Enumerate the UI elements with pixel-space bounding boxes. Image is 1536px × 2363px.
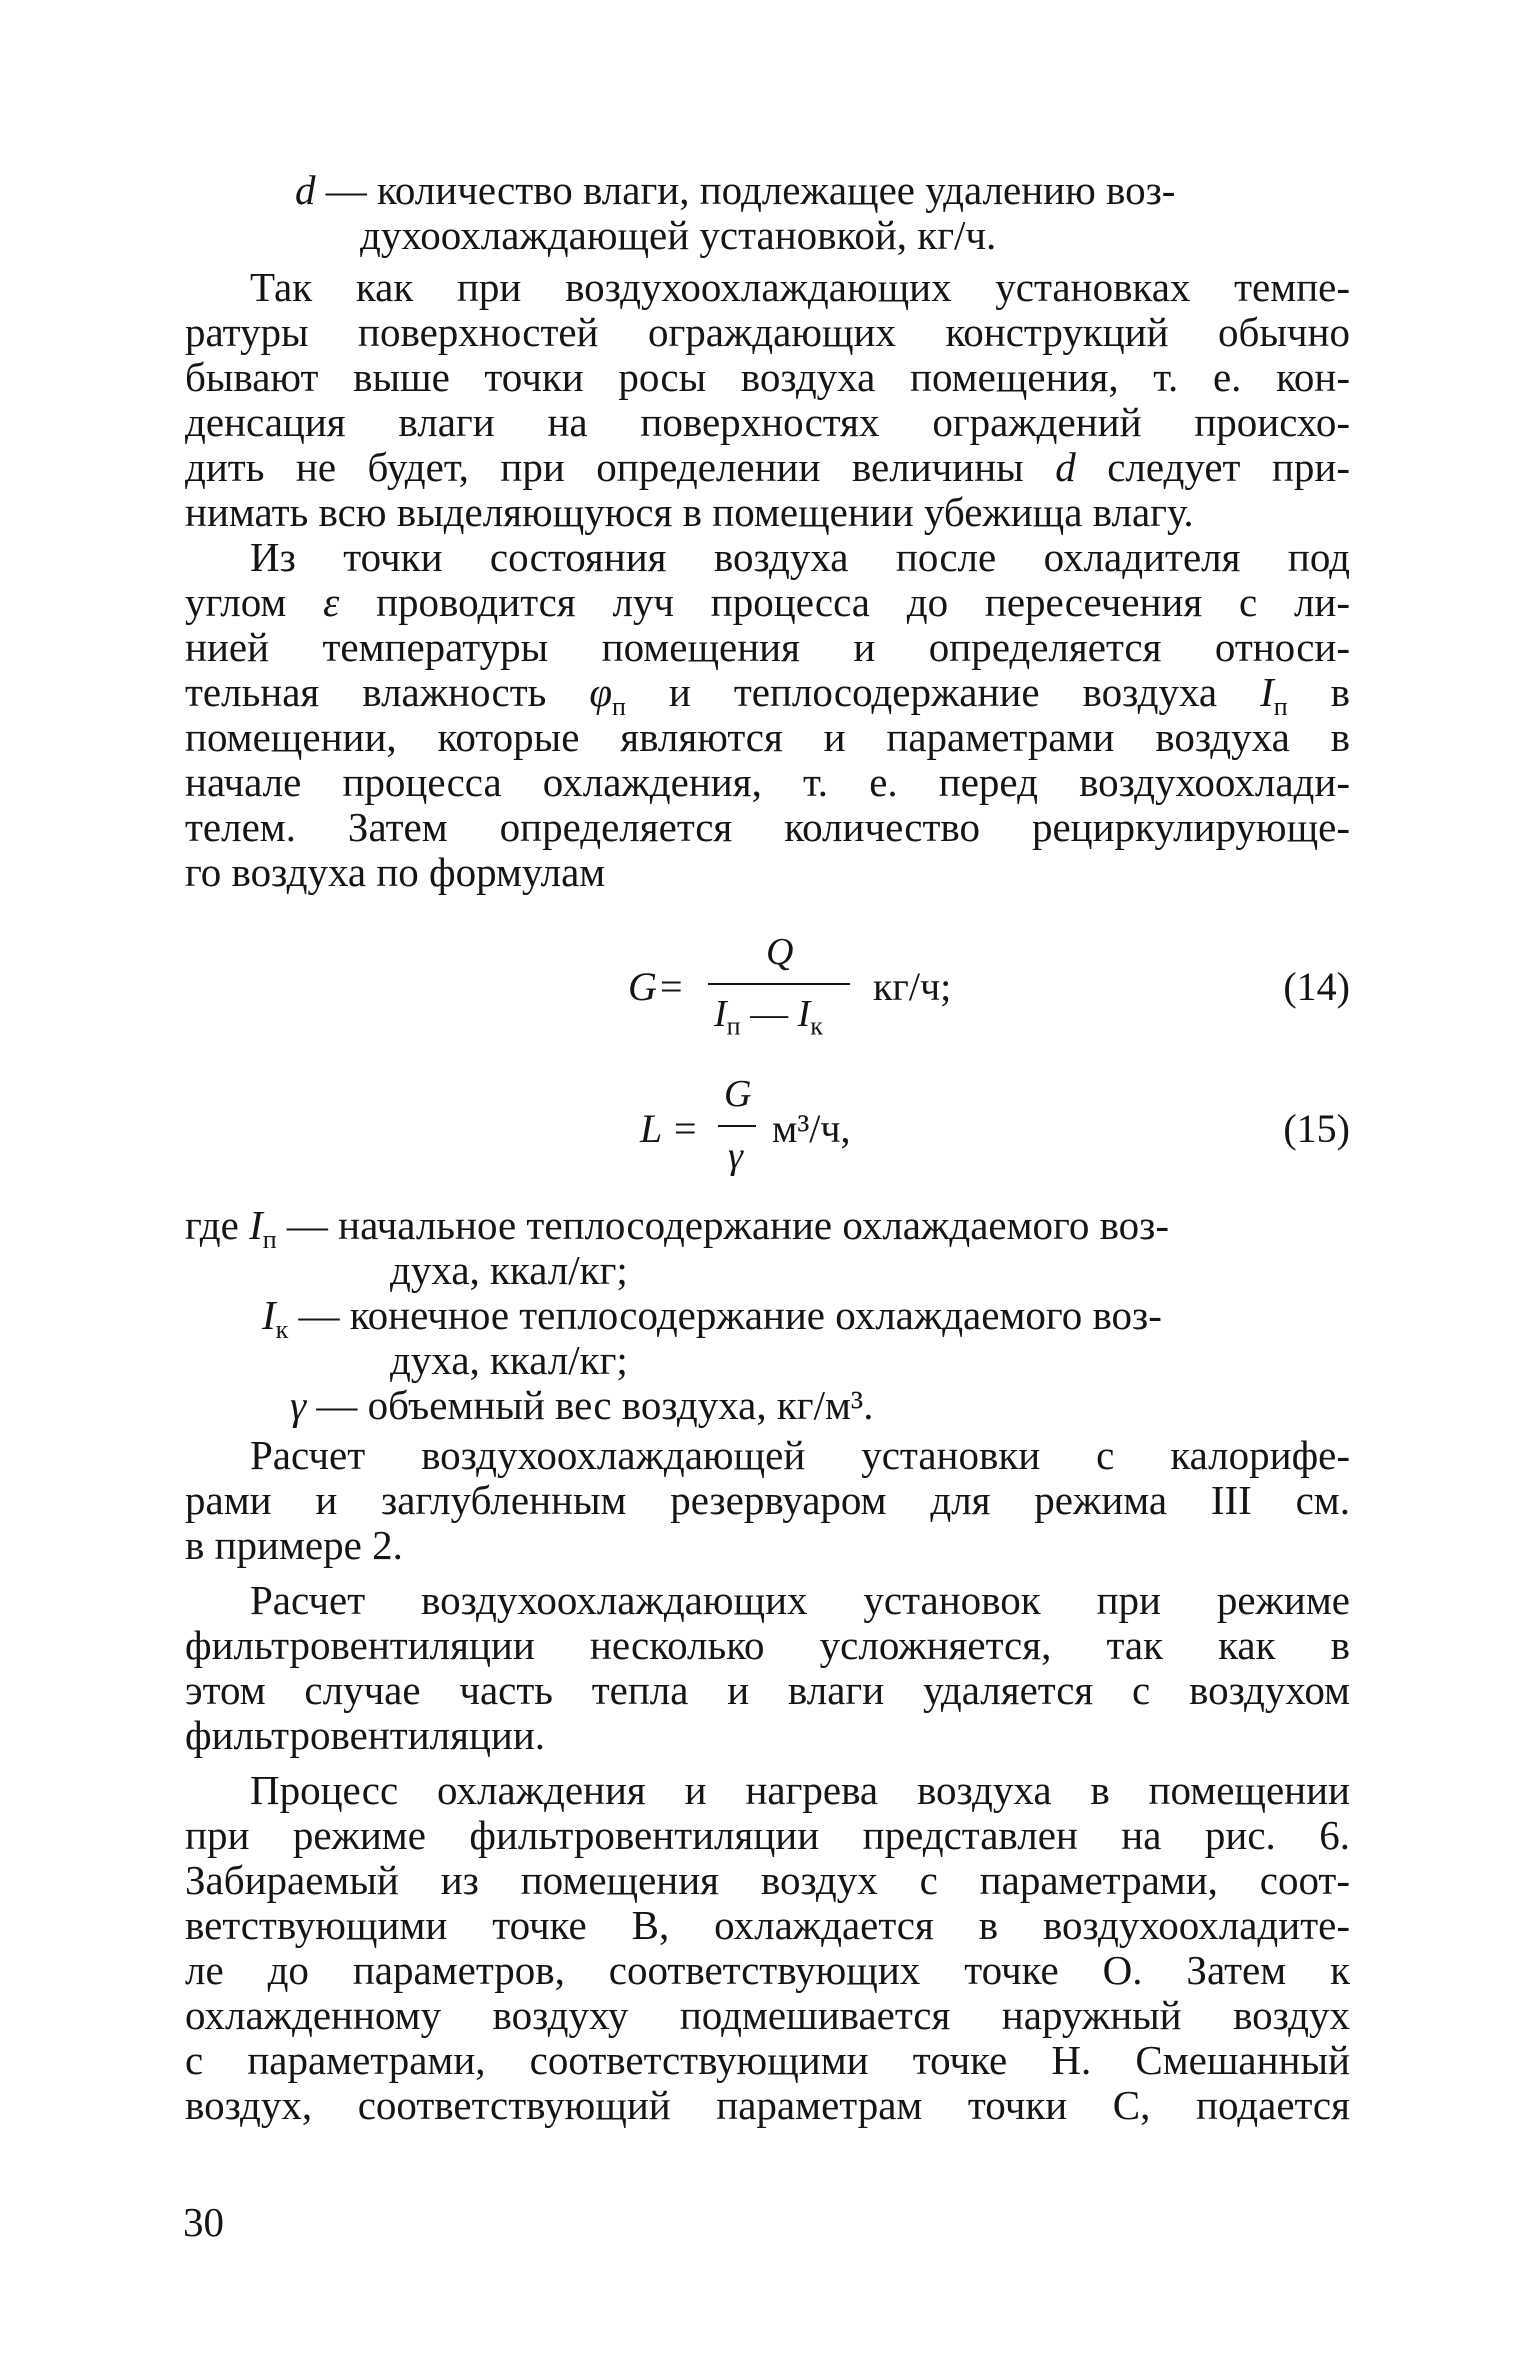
paragraph2-line2: углом ε проводится луч процесса до пересечения с ли- xyxy=(185,579,1351,625)
paragraph3-line1: Расчет воздухоохлаждающей установки с калорифе- xyxy=(250,1432,1350,1478)
paragraph5-line6: охлажденному воздуху подмешивается наружный воздух xyxy=(185,1992,1350,2038)
paragraph1-line2: ратуры поверхностей ограждающих конструкций обычно xyxy=(185,309,1350,355)
paragraph5-line2: при режиме фильтровентиляции представлен на рис. 6. xyxy=(185,1812,1350,1858)
paragraph1-line4: денсация влаги на поверхностях ограждений происхо- xyxy=(185,399,1350,445)
formula15-lhs: L xyxy=(640,1106,663,1151)
paragraph1-line1: Так как при воздухоохлаждающих установках темпе- xyxy=(250,264,1350,310)
where-item1-line2: духа, ккал/кг; xyxy=(390,1247,628,1293)
paragraph2-line7: телем. Затем определяется количество рециркулирующе- xyxy=(185,804,1350,850)
formula14-denominator: $I_п$ — $I_к$ xyxy=(714,993,823,1041)
paragraph2-line3: нией температуры помещения и определяется относи- xyxy=(185,624,1350,670)
paragraph2-line6: начале процесса охлаждения, т. е. перед воздухоохлади- xyxy=(185,759,1350,805)
paragraph5-line8: воздух, соответствующий параметрам точки С, подается xyxy=(185,2082,1350,2128)
formula15-fraction-bar xyxy=(718,1125,756,1127)
paragraph4-line4: фильтровентиляции. xyxy=(185,1712,546,1758)
paragraph2-line1: Из точки состояния воздуха после охладителя под xyxy=(250,534,1350,580)
paragraph3-line2: рами и заглубленным резервуаром для режима III см. xyxy=(185,1477,1350,1523)
paragraph5-line4: ветствующими точке В, охлаждается в воздухоохладите- xyxy=(185,1902,1350,1948)
formula15-unit: м³/ч, xyxy=(772,1106,851,1151)
formula14-fraction-bar xyxy=(708,983,850,985)
paragraph4-line3: этом случае часть тепла и влаги удаляется с воздухом xyxy=(185,1667,1350,1713)
paragraph1-line3: бывают выше точки росы воздуха помещения, т. е. кон- xyxy=(185,354,1350,400)
paragraph5-line7: с параметрами, соответствующими точке Н. Смешанный xyxy=(185,2037,1350,2083)
where-item2-line1: $I_к$ — конечное теплосодержание охлаждаемого воз- xyxy=(262,1292,1162,1345)
paragraph4-line2: фильтровентиляции несколько усложняется, так как в xyxy=(185,1622,1350,1668)
page-number: 30 xyxy=(183,2199,224,2245)
paragraph4-line1: Расчет воздухоохлаждающих установок при режиме xyxy=(250,1577,1350,1623)
formula15-equals: = xyxy=(674,1106,697,1151)
paragraph1-line5: дить не будет, при определении величины d следует при- xyxy=(185,444,1350,490)
formula15-numerator: G xyxy=(724,1073,752,1115)
paragraph3-line3: в примере 2. xyxy=(185,1522,403,1568)
symbol-d: d xyxy=(295,167,316,213)
paragraph5-line5: ле до параметров, соответствующих точке О. Затем к xyxy=(185,1947,1350,1993)
paragraph5-line3: Забираемый из помещения воздух с параметрами, соот- xyxy=(185,1857,1350,1903)
paragraph2-line4: тельная влажность $\varphi_п$ и теплосодержание воздуха $I_п$ в xyxy=(185,669,1350,722)
formula14-lhs: G xyxy=(628,964,657,1009)
where-item3-line1: γ — объемный вес воздуха, кг/м³. xyxy=(290,1382,874,1428)
equation-number-15: (15) xyxy=(1283,1106,1350,1151)
paragraph5-line1: Процесс охлаждения и нагрева воздуха в помещении xyxy=(250,1767,1350,1813)
definition-d-line2: духоохлаждающей установкой, кг/ч. xyxy=(360,212,997,258)
equation-number-14: (14) xyxy=(1283,964,1350,1009)
formula14-unit: кг/ч; xyxy=(873,964,952,1009)
where-item1-line1: где $I_п$ — начальное теплосодержание охлаждаемого воз- xyxy=(185,1202,1170,1255)
definition-d-line1: d — количество влаги, подлежащее удалению воз- xyxy=(295,167,1176,213)
paragraph2-line5: помещении, которые являются и параметрами воздуха в xyxy=(185,714,1350,760)
formula14-numerator: Q xyxy=(766,931,794,973)
paragraph1-line6: нимать всю выделяющуюся в помещении убежища влагу. xyxy=(185,489,1194,535)
formula14-equals: = xyxy=(660,964,683,1009)
paragraph2-line8: го воздуха по формулам xyxy=(185,849,606,895)
where-item2-line2: духа, ккал/кг; xyxy=(390,1337,628,1383)
formula15-denominator: γ xyxy=(728,1135,743,1177)
